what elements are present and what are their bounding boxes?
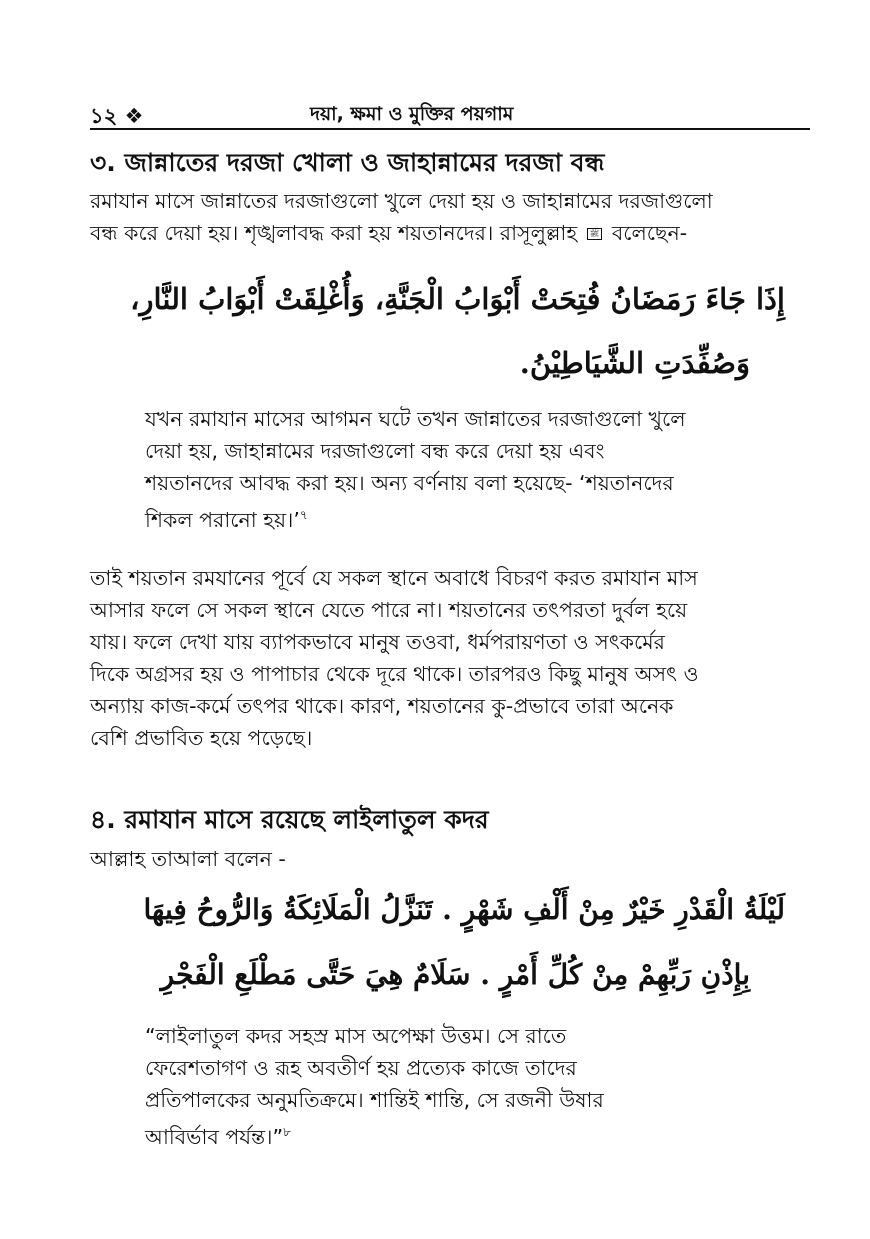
section-4-intro: আল্লাহ তাআলা বলেন - [90, 847, 286, 871]
hadith-translation [145, 403, 810, 536]
translation-line: শিকল পরানো হয়।’$^৭$ [145, 507, 308, 532]
intro-line-2-end: বলেছেন- [611, 221, 688, 245]
page-header [90, 96, 810, 130]
quran-translation [145, 1020, 810, 1153]
translation-line: আবির্ভাব পর্যন্ত।”$^৮$ [145, 1124, 291, 1149]
page-number: ১২ ❖ [90, 104, 144, 128]
quran-arabic-line-2: بِإِذْنِ رَبِّهِمْ مِنْ كُلِّ أَمْرٍ . سَلَامٌ هِيَ حَتَّى مَطْلَعِ الْفَجْرِ [160, 958, 750, 991]
translation-line: “লাইলাতুল কদর সহস্র মাস অপেক্ষা উত্তম। সে রাতে [145, 1024, 567, 1048]
body-line: যায়। ফলে দেখা যায় ব্যাপকভাবে মানুষ তওবা, ধর্মপরায়ণতা ও সৎকর্মের [90, 630, 665, 654]
translation-line: দেয়া হয়, জাহান্নামের দরজাগুলো বন্ধ করে দেয়া হয় এবং [145, 439, 605, 463]
section-3-heading: ৩. জান্নাতের দরজা খোলা ও জাহান্নামের দরজা বন্ধ [90, 148, 605, 177]
section-3-intro [90, 185, 810, 249]
translation-line: শয়তানদের আবদ্ধ করা হয়। অন্য বর্ণনায় বলা হয়েছে- ‘শয়তানদের [145, 471, 674, 495]
hadith-arabic-line-2: وَصُفِّدَتِ الشَّيَاطِيْنُ. [519, 346, 750, 380]
translation-line: ফেরেশতাগণ ও রূহ অবতীর্ণ হয় প্রত্যেক কাজে তাদের [145, 1056, 577, 1080]
footnote-ref: ৭ [299, 508, 308, 522]
intro-line-2 [90, 217, 810, 249]
intro-line-1: রমাযান মাসে জান্নাতের দরজাগুলো খুলে দেয়া হয় ও জাহান্নামের দরজাগুলো [90, 189, 713, 213]
body-line: আসার ফলে সে সকল স্থানে যেতে পারে না। শয়তানের তৎপরতা দুর্বল হয়ে [90, 598, 688, 622]
body-line: বেশি প্রভাবিত হয়ে পড়েছে। [90, 726, 313, 750]
intro-line-2-start: বন্ধ করে দেয়া হয়। শৃঙ্খলাবদ্ধ করা হয় শয়তানদের। রাসূলুল্লাহ [90, 221, 578, 245]
salutation-seal: ﷺ [587, 228, 603, 240]
section-3-body [90, 562, 810, 754]
hadith-arabic-line-1: إِذَا جَاءَ رَمَضَانُ فُتِحَتْ أَبْوَابُ الْجَنَّةِ، وَأُغْلِقَتْ أَبْوَابُ النَّارِ، [130, 282, 785, 316]
running-title: দয়া, ক্ষমা ও মুক্তির পয়গাম [310, 103, 514, 125]
body-line: অন্যায় কাজ-কর্মে তৎপর থাকে। কারণ, শয়তানের কু-প্রভাবে তারা অনেক [90, 694, 674, 718]
body-line: দিকে অগ্রসর হয় ও পাপাচার থেকে দূরে থাকে। তারপরও কিছু মানুষ অসৎ ও [90, 662, 699, 686]
body-line: তাই শয়তান রমযানের পূর্বে যে সকল স্থানে অবাধে বিচরণ করত রমাযান মাস [90, 566, 698, 590]
translation-line: যখন রমাযান মাসের আগমন ঘটে তখন জান্নাতের দরজাগুলো খুলে [145, 407, 686, 431]
section-4-heading: ৪. রমাযান মাসে রয়েছে লাইলাতুল কদর [90, 805, 489, 834]
quran-arabic-line-1: لَيْلَةُ الْقَدْرِ خَيْرٌ مِنْ أَلْفِ شَهْرٍ . تَنَزَّلُ الْمَلَائِكَةُ وَالرُّوحُ فِيهَا [143, 893, 785, 926]
translation-line: প্রতিপালকের অনুমতিক্রমে। শান্তিই শান্তি, সে রজনী উষার [145, 1088, 604, 1112]
footnote-ref: ৮ [283, 1125, 291, 1139]
